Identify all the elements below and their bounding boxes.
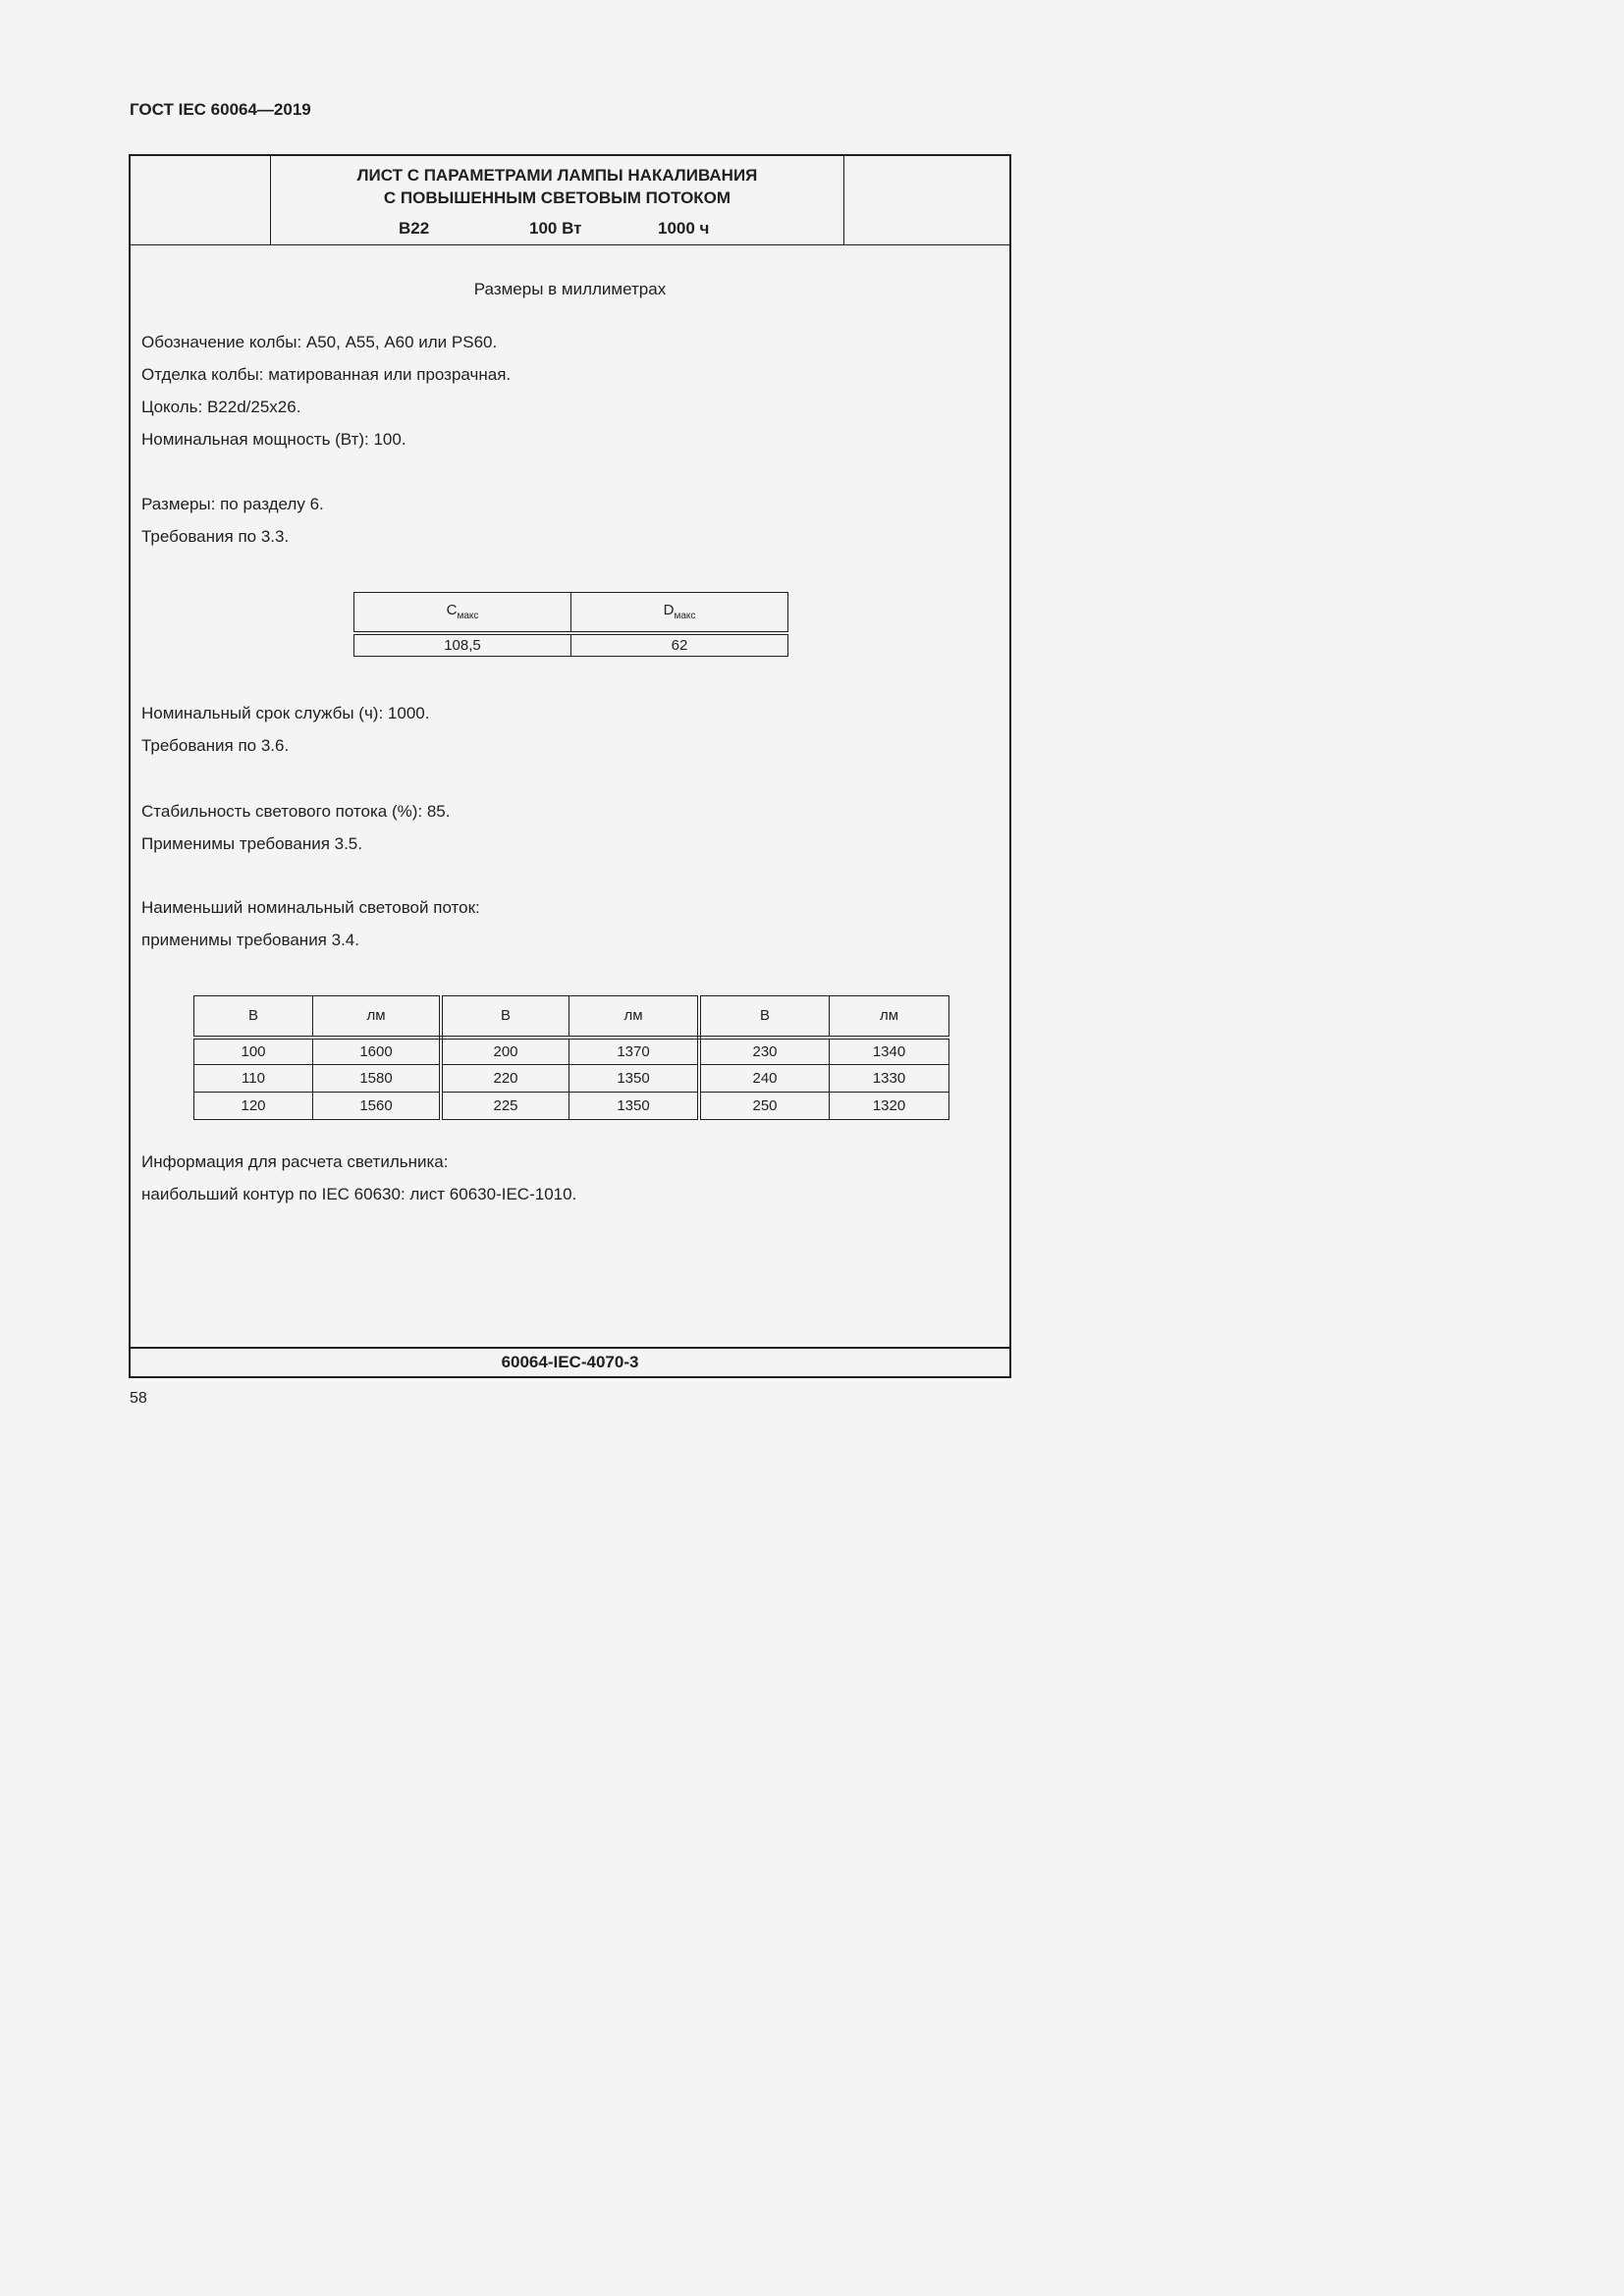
units-note: Размеры в миллиметрах [473,280,667,298]
table-row [194,1093,949,1120]
cap-type: B22 [399,219,430,238]
text-line: наибольший контур по IEC 60630: лист 60630-IEC-1010. [141,1185,577,1203]
table-cell: 1350 [569,1065,700,1093]
table-cell: 230 [699,1038,830,1065]
table-cell: 100 [194,1038,313,1065]
text-line: Цоколь: B22d/25x26. [141,398,301,416]
table-row [194,1065,949,1093]
text-line: Наименьший номинальный световой поток: [141,898,480,917]
sheet-id: 60064-IEC-4070-3 [131,1347,1009,1376]
text-line: применимы требования 3.4. [141,931,359,949]
d-max-header: $D_{макс}$ [571,593,788,633]
rated-life: 1000 ч [658,219,710,238]
flux-table-header: В [699,996,830,1038]
table-cell: 1560 [313,1093,442,1120]
c-max-header: $C_{макс}$ [354,593,571,633]
table-cell: 1350 [569,1093,700,1120]
table-cell: 1340 [830,1038,949,1065]
text-line: Применимы требования 3.5. [141,834,362,853]
flux-table-header: лм [313,996,442,1038]
flux-table-header: В [441,996,569,1038]
table-cell: 250 [699,1093,830,1120]
document-code: ГОСТ IEC 60064—2019 [130,100,311,119]
text-line: Номинальный срок службы (ч): 1000. [141,704,430,722]
rated-power: 100 Вт [529,219,582,238]
text-line: Номинальная мощность (Вт): 100. [141,430,406,449]
table-cell: 1320 [830,1093,949,1120]
c-max-value: 108,5 [354,633,571,657]
table-cell: 1370 [569,1038,700,1065]
text-line: Информация для расчета светильника: [141,1152,449,1171]
text-line: Требования по 3.3. [141,527,290,546]
text-line: Стабильность светового потока (%): 85. [141,802,451,821]
flux-table-header: лм [830,996,949,1038]
table-cell: 110 [194,1065,313,1093]
data-sheet-frame [129,154,1011,1378]
dimensions-table [353,592,788,657]
table-cell: 240 [699,1065,830,1093]
flux-table-header: лм [569,996,700,1038]
text-line: Требования по 3.6. [141,736,290,755]
table-cell: 200 [441,1038,569,1065]
table-cell: 225 [441,1093,569,1120]
text-line: Отделка колбы: матированная или прозрачная. [141,365,512,384]
sheet-header [131,156,1009,245]
sheet-header-title-cell [270,156,844,244]
text-line: Обозначение колбы: А50, А55, А60 или PS60. [141,333,498,351]
page-number: 58 [130,1390,147,1407]
sheet-title [271,164,843,209]
text-line: Размеры: по разделу 6. [141,495,324,513]
flux-table-header: В [194,996,313,1038]
table-row [194,1038,949,1065]
sheet-title-line-2: С ПОВЫШЕННЫМ СВЕТОВЫМ ПОТОКОМ [383,188,731,207]
sheet-title-line-1: ЛИСТ С ПАРАМЕТРАМИ ЛАМПЫ НАКАЛИВАНИЯ [356,166,758,185]
table-cell: 220 [441,1065,569,1093]
d-max-value: 62 [571,633,788,657]
table-cell: 120 [194,1093,313,1120]
table-cell: 1330 [830,1065,949,1093]
table-cell: 1580 [313,1065,442,1093]
table-cell: 1600 [313,1038,442,1065]
luminous-flux-table [193,995,949,1120]
